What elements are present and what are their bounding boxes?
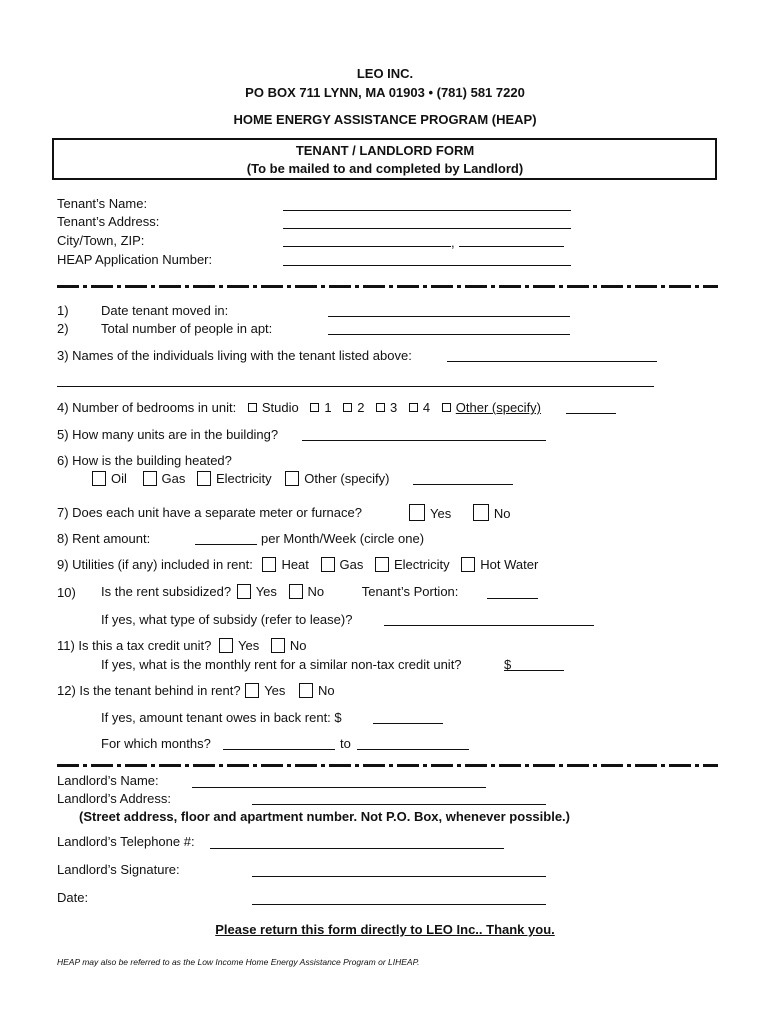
landlord-phone-field[interactable] bbox=[210, 848, 504, 849]
program-title: HOME ENERGY ASSISTANCE PROGRAM (HEAP) bbox=[233, 112, 537, 127]
separate-meter-no-checkbox[interactable] bbox=[473, 504, 489, 521]
electricity-included-checkbox[interactable] bbox=[375, 557, 389, 572]
yes-label: Yes bbox=[430, 506, 452, 521]
household-names-field-1[interactable] bbox=[447, 361, 657, 362]
org-address: PO BOX 711 LYNN, MA 01903 • (781) 581 7220 bbox=[245, 85, 525, 100]
subsidy-type-field[interactable] bbox=[384, 625, 594, 626]
subsidized-yes-checkbox[interactable] bbox=[237, 584, 251, 599]
behind-rent-yes-checkbox[interactable] bbox=[245, 683, 259, 698]
three-bedroom-checkbox[interactable] bbox=[376, 403, 385, 412]
q10-label: Is the rent subsidized? bbox=[101, 584, 232, 599]
tenant-name-label: Tenant’s Name: bbox=[57, 196, 148, 211]
months-to-label: to bbox=[340, 736, 351, 751]
tax-credit-yes-checkbox[interactable] bbox=[219, 638, 233, 653]
other-heat-checkbox[interactable] bbox=[285, 471, 299, 486]
form-subtitle: (To be mailed to and completed by Landlord) bbox=[246, 161, 524, 176]
four-bedroom-checkbox[interactable] bbox=[409, 403, 418, 412]
tenant-portion-label: Tenant’s Portion: bbox=[361, 584, 459, 599]
months-to-field[interactable] bbox=[357, 749, 469, 750]
two-bedroom-checkbox[interactable] bbox=[343, 403, 352, 412]
landlord-signature-label: Landlord’s Signature: bbox=[57, 862, 180, 877]
no-label: No bbox=[493, 506, 511, 521]
bedrooms-other-field[interactable] bbox=[566, 413, 616, 414]
back-rent-field[interactable] bbox=[373, 723, 443, 724]
return-note: Please return this form directly to LEO Inc.. Thank you. bbox=[215, 922, 555, 937]
landlord-address-label: Landlord’s Address: bbox=[57, 791, 171, 806]
one-bedroom-option: 1 bbox=[324, 400, 332, 415]
address-note: (Street address, floor and apartment number. Not P.O. Box, whenever possible.) bbox=[79, 809, 570, 824]
q4-label: 4) Number of bedrooms in unit: bbox=[57, 400, 237, 415]
org-name: LEO INC. bbox=[356, 66, 414, 81]
three-bedroom-option: 3 bbox=[390, 400, 398, 415]
heap-number-field[interactable] bbox=[283, 265, 571, 266]
units-count-field[interactable] bbox=[302, 440, 546, 441]
q4-row bbox=[57, 400, 541, 415]
hot-water-included-checkbox[interactable] bbox=[461, 557, 475, 572]
household-names-field-2[interactable] bbox=[57, 386, 654, 387]
two-bedroom-option: 2 bbox=[357, 400, 365, 415]
date-label: Date: bbox=[57, 890, 89, 905]
electricity-included-option: Electricity bbox=[394, 557, 450, 572]
q10-number: 10) bbox=[57, 585, 76, 600]
zip-field[interactable] bbox=[459, 246, 564, 247]
q12-label: 12) Is the tenant behind in rent? bbox=[57, 683, 241, 698]
q11-dollar: $ bbox=[504, 657, 512, 672]
date-field[interactable] bbox=[252, 904, 546, 905]
q12-row bbox=[57, 683, 335, 698]
yes-label: Yes bbox=[264, 683, 286, 698]
heat-included-option: Heat bbox=[281, 557, 309, 572]
people-count-field[interactable] bbox=[328, 334, 570, 335]
q7-options bbox=[409, 504, 510, 521]
landlord-phone-label: Landlord’s Telephone #: bbox=[57, 834, 195, 849]
q5-label: 5) How many units are in the building? bbox=[57, 427, 279, 442]
q9-label: 9) Utilities (if any) included in rent: bbox=[57, 557, 253, 572]
section-divider bbox=[57, 764, 718, 767]
tenant-portion-field[interactable] bbox=[487, 598, 538, 599]
back-rent-label: If yes, amount tenant owes in back rent: $ bbox=[101, 710, 342, 725]
gas-heat-checkbox[interactable] bbox=[143, 471, 157, 486]
one-bedroom-checkbox[interactable] bbox=[310, 403, 319, 412]
q11-followup: If yes, what is the monthly rent for a similar non-tax credit unit? bbox=[101, 657, 462, 672]
studio-checkbox[interactable] bbox=[248, 403, 257, 412]
subsidy-type-label: If yes, what type of subsidy (refer to lease)? bbox=[101, 612, 353, 627]
rent-amount-field[interactable] bbox=[195, 544, 257, 545]
other-heat-option: Other (specify) bbox=[304, 471, 390, 486]
hot-water-included-option: Hot Water bbox=[480, 557, 539, 572]
q11-label: 11) Is this a tax credit unit? bbox=[57, 638, 212, 653]
yes-label: Yes bbox=[238, 638, 260, 653]
heat-included-checkbox[interactable] bbox=[262, 557, 276, 572]
heat-other-field[interactable] bbox=[413, 484, 513, 485]
q2-label: Total number of people in apt: bbox=[101, 321, 273, 336]
studio-option: Studio bbox=[261, 400, 299, 415]
landlord-signature-field[interactable] bbox=[252, 876, 546, 877]
gas-heat-option: Gas bbox=[161, 471, 186, 486]
electric-heat-option: Electricity bbox=[215, 471, 272, 486]
landlord-address-field[interactable] bbox=[252, 804, 546, 805]
q3-label: 3) Names of the individuals living with the tenant listed above: bbox=[57, 348, 412, 363]
subsidized-no-checkbox[interactable] bbox=[289, 584, 303, 599]
separate-meter-yes-checkbox[interactable] bbox=[409, 504, 425, 521]
tax-credit-no-checkbox[interactable] bbox=[271, 638, 285, 653]
section-divider bbox=[57, 285, 718, 288]
no-label: No bbox=[289, 638, 307, 653]
q9-row bbox=[57, 557, 538, 572]
behind-rent-no-checkbox[interactable] bbox=[299, 683, 313, 698]
gas-included-checkbox[interactable] bbox=[321, 557, 335, 572]
gas-included-option: Gas bbox=[339, 557, 364, 572]
q11-row bbox=[57, 638, 306, 653]
no-label: No bbox=[318, 683, 335, 698]
tenant-address-label: Tenant’s Address: bbox=[57, 214, 160, 229]
q6-label: 6) How is the building heated? bbox=[57, 453, 232, 468]
q8-label: 8) Rent amount: bbox=[57, 531, 151, 546]
q10-row bbox=[101, 584, 458, 599]
form-title: TENANT / LANDLORD FORM bbox=[295, 143, 475, 158]
landlord-name-label: Landlord’s Name: bbox=[57, 773, 159, 788]
market-rent-field[interactable] bbox=[504, 670, 564, 671]
move-in-date-field[interactable] bbox=[328, 316, 570, 317]
q1-number: 1) bbox=[57, 303, 69, 318]
q2-number: 2) bbox=[57, 321, 69, 336]
heating-options bbox=[92, 471, 389, 486]
electric-heat-checkbox[interactable] bbox=[197, 471, 211, 486]
city-field[interactable] bbox=[283, 246, 451, 247]
months-from-field[interactable] bbox=[223, 749, 335, 750]
q1-label: Date tenant moved in: bbox=[101, 303, 229, 318]
footnote: HEAP may also be referred to as the Low Income Home Energy Assistance Program or LIHEAP. bbox=[57, 957, 420, 967]
oil-option: Oil bbox=[111, 471, 127, 486]
other-bedroom-option: Other (specify) bbox=[455, 400, 542, 415]
city-comma: , bbox=[451, 235, 455, 250]
tenant-name-field[interactable] bbox=[283, 210, 571, 211]
q8-suffix: per Month/Week (circle one) bbox=[261, 531, 425, 546]
no-label: No bbox=[307, 584, 325, 599]
four-bedroom-option: 4 bbox=[422, 400, 431, 415]
city-zip-label: City/Town, ZIP: bbox=[57, 233, 145, 248]
months-label: For which months? bbox=[101, 736, 211, 751]
oil-checkbox[interactable] bbox=[92, 471, 106, 486]
q7-label: 7) Does each unit have a separate meter or furnace? bbox=[57, 505, 362, 520]
other-bedroom-checkbox[interactable] bbox=[442, 403, 451, 412]
tenant-address-field[interactable] bbox=[283, 228, 571, 229]
yes-label: Yes bbox=[255, 584, 277, 599]
heap-number-label: HEAP Application Number: bbox=[57, 252, 213, 267]
landlord-name-field[interactable] bbox=[192, 787, 486, 788]
